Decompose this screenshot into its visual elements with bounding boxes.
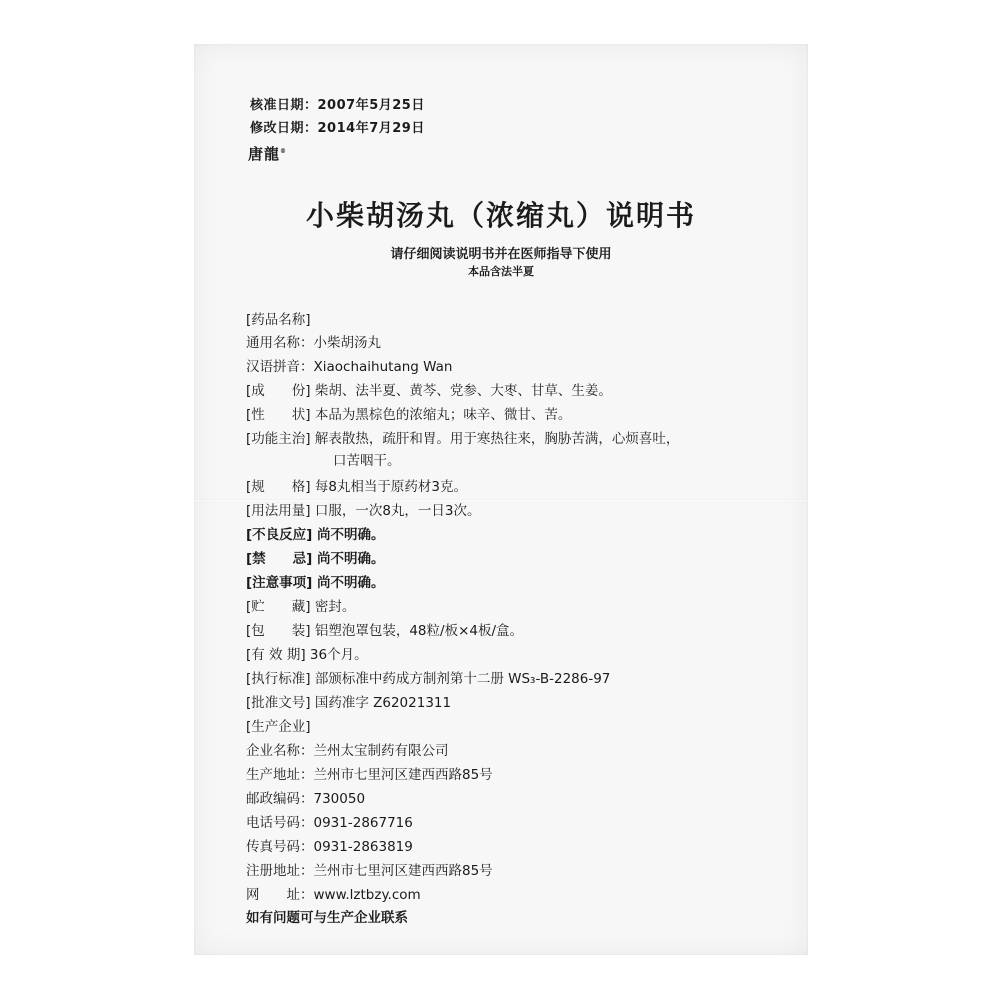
- validity-label: [有 效 期]: [246, 647, 306, 663]
- ingredients-label: [成 份]: [246, 383, 311, 399]
- function-label: [功能主治]: [246, 431, 311, 447]
- postcode-row: [246, 787, 365, 807]
- document-title: 小柴胡汤丸（浓缩丸）说明书: [305, 199, 696, 232]
- manufacturer-header: [生产企业]: [246, 719, 311, 735]
- adverse-row: [246, 523, 385, 543]
- approval-number-label: [批准文号]: [246, 695, 311, 711]
- function-row: [246, 427, 679, 447]
- notes-row: [246, 571, 385, 591]
- phone-label: 电话号码：: [246, 815, 314, 831]
- phone-value: 0931-2867716: [313, 815, 413, 831]
- approval-number-row: [246, 691, 451, 711]
- adverse-label: [不良反应]: [246, 527, 313, 543]
- reg-address-label: 注册地址：: [246, 863, 314, 879]
- fax-value: 0931-2863819: [313, 839, 413, 855]
- common-name-label: 通用名称：: [246, 335, 314, 351]
- common-name-row: [246, 331, 381, 351]
- common-name-value: 小柴胡汤丸: [313, 335, 381, 351]
- address-row: [246, 763, 493, 783]
- approval-date-line: [250, 94, 425, 113]
- usage-row: [246, 499, 481, 519]
- spec-label: [规 格]: [246, 479, 311, 495]
- website-label: 网 址：: [246, 887, 314, 903]
- standard-row: [246, 667, 610, 687]
- drug-name-header: [药品名称]: [246, 312, 311, 328]
- pinyin-value: Xiaochaihutang Wan: [313, 359, 453, 375]
- approval-date-value: 2007年5月25日: [317, 98, 425, 113]
- website-row: [246, 883, 421, 903]
- address-label: 生产地址：: [246, 767, 314, 783]
- fax-label: 传真号码：: [246, 839, 314, 855]
- notes-label: [注意事项]: [246, 575, 313, 591]
- company-value: 兰州太宝制药有限公司: [313, 743, 449, 759]
- character-row: [246, 403, 571, 423]
- postcode-value: 730050: [313, 791, 366, 807]
- approval-date-label: 核准日期：: [250, 98, 318, 113]
- usage-label: [用法用量]: [246, 503, 311, 519]
- pinyin-row: [246, 355, 452, 375]
- revision-date-label: 修改日期：: [250, 121, 318, 136]
- brand-text: 唐龍: [248, 145, 281, 163]
- ingredients-value: 柴胡、法半夏、黄芩、党参、大枣、甘草、生姜。: [314, 383, 612, 399]
- standard-value: 部颁标准中药成方制剂第十二册 WS₃-B-2286-97: [314, 671, 611, 687]
- function-value-line1: 解表散热，疏肝和胃。用于寒热往来，胸胁苦满，心烦喜吐，: [314, 431, 680, 447]
- reg-address-row: [246, 859, 493, 879]
- contra-row: [246, 547, 385, 567]
- instruction-sheet: [194, 44, 808, 955]
- contra-value: 尚不明确。: [317, 551, 385, 567]
- company-row: [246, 739, 449, 759]
- package-label: [包 装]: [246, 623, 311, 639]
- ingredients-row: [246, 379, 612, 399]
- function-value-line2: 口苦咽干。: [333, 453, 401, 469]
- revision-date-value: 2014年7月29日: [317, 121, 425, 136]
- subtitle-contains: 本品含法半夏: [468, 265, 534, 278]
- fax-row: [246, 835, 413, 855]
- validity-row: [246, 643, 368, 663]
- reg-address-value: 兰州市七里河区建西西路85号: [313, 863, 493, 879]
- company-label: 企业名称：: [246, 743, 314, 759]
- validity-value: 36个月。: [309, 647, 368, 663]
- brand-logo: 唐龍®: [248, 145, 288, 163]
- character-value: 本品为黑棕色的浓缩丸；味辛、微甘、苦。: [314, 407, 572, 423]
- contact-note: 如有问题可与生产企业联系: [246, 910, 408, 926]
- contra-label: [禁 忌]: [246, 551, 313, 567]
- storage-row: [246, 595, 355, 615]
- storage-value: 密封。: [314, 599, 356, 615]
- storage-label: [贮 藏]: [246, 599, 311, 615]
- standard-label: [执行标准]: [246, 671, 311, 687]
- notes-value: 尚不明确。: [317, 575, 385, 591]
- approval-number-value: 国药准字 Z62021311: [314, 695, 452, 711]
- address-value: 兰州市七里河区建西西路85号: [313, 767, 493, 783]
- package-value: 铝塑泡罩包装，48粒/板×4板/盒。: [314, 623, 524, 639]
- website-value: www.lztbzy.com: [313, 887, 421, 903]
- postcode-label: 邮政编码：: [246, 791, 314, 807]
- package-row: [246, 619, 523, 639]
- adverse-value: 尚不明确。: [317, 527, 385, 543]
- pinyin-label: 汉语拼音：: [246, 359, 314, 375]
- spec-value: 每8丸相当于原药材3克。: [314, 479, 468, 495]
- usage-value: 口服，一次8丸，一日3次。: [314, 503, 481, 519]
- phone-row: [246, 811, 413, 831]
- subtitle-notice: 请仔细阅读说明书并在医师指导下使用: [390, 247, 612, 262]
- character-label: [性 状]: [246, 407, 311, 423]
- spec-row: [246, 475, 467, 495]
- revision-date-line: [250, 117, 425, 136]
